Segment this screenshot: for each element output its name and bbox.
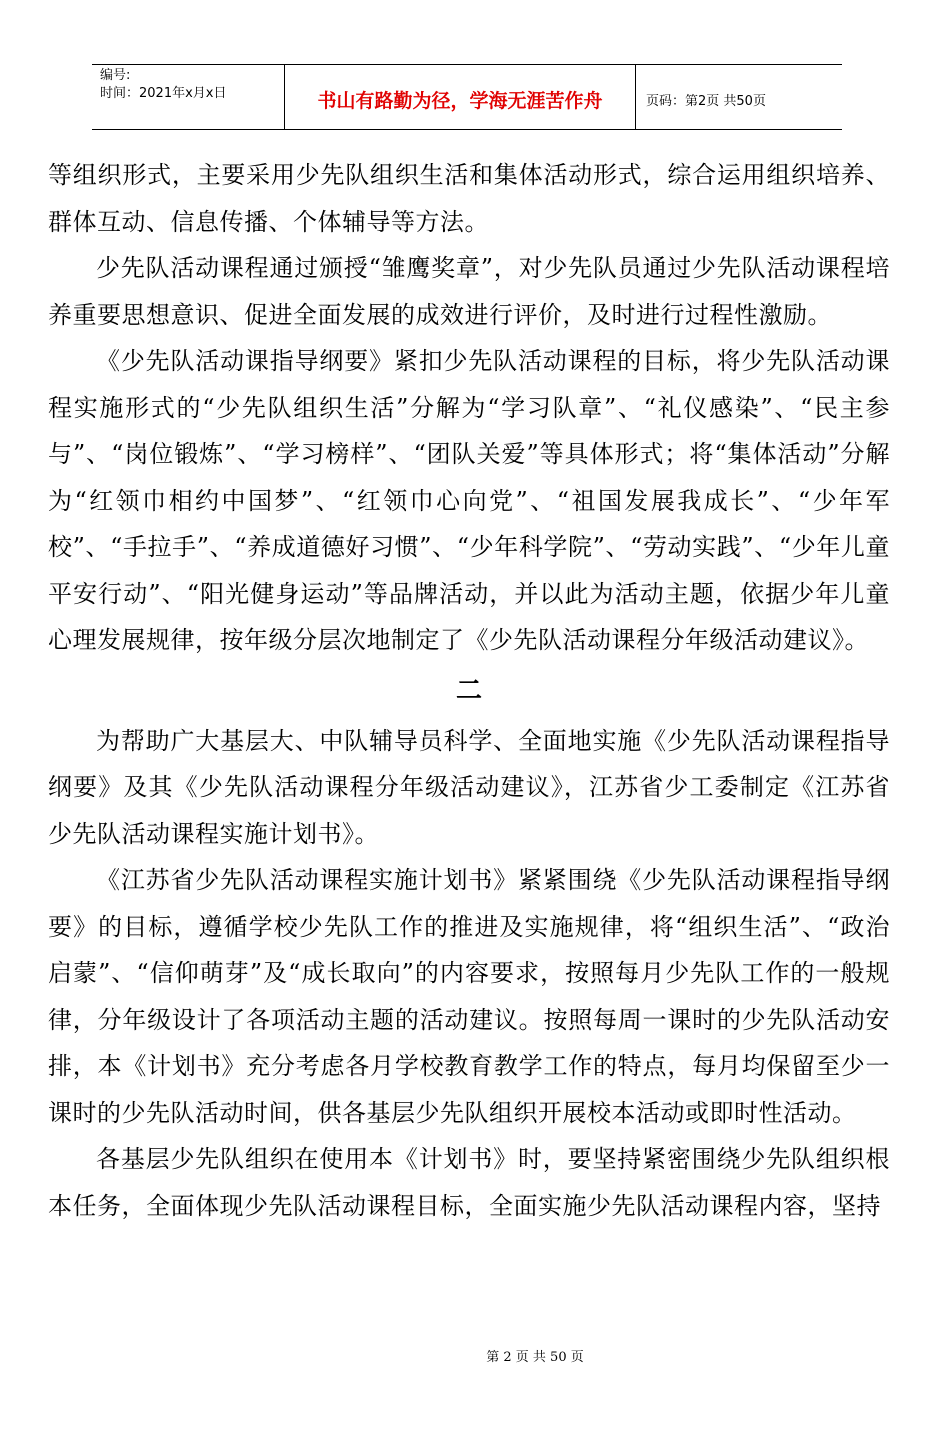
paragraph-2: 少先队活动课程通过颁授“雏鹰奖章”，对少先队员通过少先队活动课程培养重要思想意识、促进全面发展的成效进行评价，及时进行过程性激励。 xyxy=(48,254,890,329)
header-page-info: 页码：第2页 共50页 xyxy=(646,93,766,109)
section-heading: 二 xyxy=(455,675,482,706)
paragraph-3: 《少先队活动课指导纲要》紧扣少先队活动课程的目标，将少先队活动课程实施形式的“少先队组织生活”分解为“学习队章”、“礼仪感染”、“民主参与”、“岗位锻炼”、“学习榜样”、“团队关爱”等具体形式；将“集体活动”分解为“红领巾相约中国梦”、“红领巾心向党”、“祖国发展我成长”、“少年军校”、“手拉手”、“养成道德好习惯”、“少年科学院”、“劳动实践”、“少年儿童平安行动”、“阳光健身运动”等品牌活动，并以此为活动主题，依据少年儿童心理发展规律，按年级分层次地制定了《少先队活动课程分年级活动建议》。 xyxy=(48,347,890,654)
document-body xyxy=(48,152,890,1229)
document-number-label: 编号: xyxy=(100,68,131,83)
paragraph-6: 各基层少先队组织在使用本《计划书》时，要坚持紧密围绕少先队组织根本任务，全面体现少先队活动课程目标，全面实施少先队活动课程内容，坚持 xyxy=(48,1145,890,1220)
page-header xyxy=(92,64,842,130)
document-date: 时间：2021年x月x日 xyxy=(100,86,227,101)
paragraph-4: 为帮助广大基层大、中队辅导员科学、全面地实施《少先队活动课程指导纲要》及其《少先队活动课程分年级活动建议》，江苏省少工委制定《江苏省少先队活动课程实施计划书》。 xyxy=(48,726,890,848)
paragraph-1: 等组织形式，主要采用少先队组织生活和集体活动形式，综合运用组织培养、群体互动、信息传播、个体辅导等方法。 xyxy=(48,161,890,236)
page-footer: 第 2 页 共 50 页 xyxy=(486,1350,584,1365)
paragraph-5: 《江苏省少先队活动课程实施计划书》紧紧围绕《少先队活动课程指导纲要》的目标，遵循学校少先队工作的推进及实施规律，将“组织生活”、“政治启蒙”、“信仰萌芽”及“成长取向”的内容要求，按照每月少先队工作的一般规律，分年级设计了各项活动主题的活动建议。按照每周一课时的少先队活动安排，本《计划书》充分考虑各月学校教育教学工作的特点，每月均保留至少一课时的少先队活动时间，供各基层少先队组织开展校本活动或即时性活动。 xyxy=(48,866,890,1127)
header-motto: 书山有路勤为径，学海无涯苦作舟 xyxy=(284,65,636,129)
header-meta xyxy=(92,65,284,129)
